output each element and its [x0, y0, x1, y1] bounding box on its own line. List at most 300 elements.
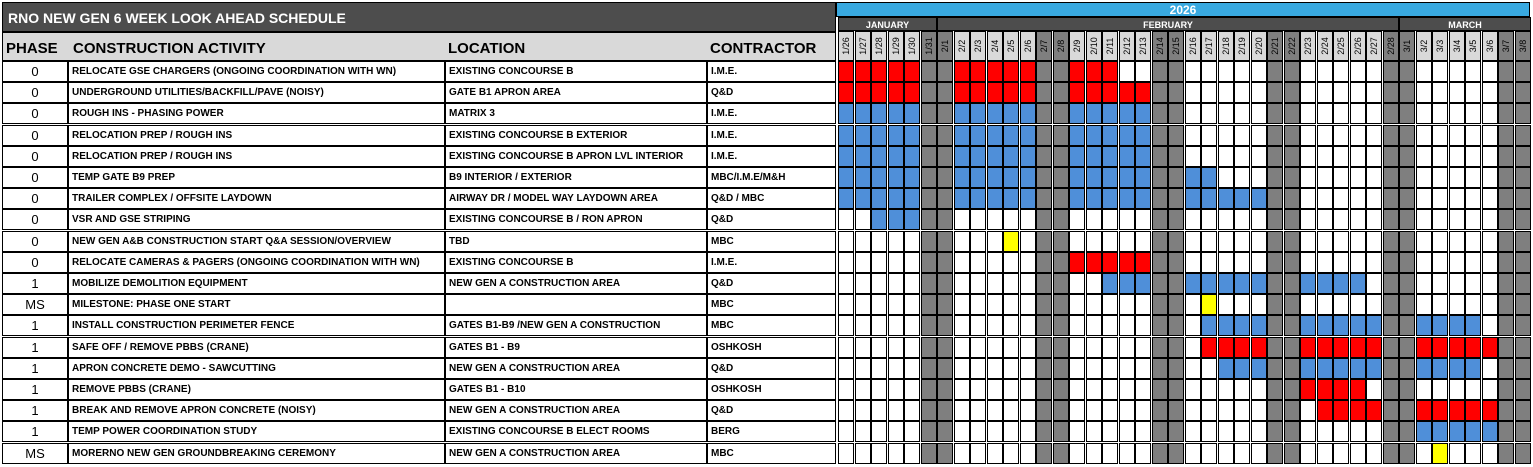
noisy-work-cell[interactable]: [1317, 337, 1333, 358]
schedule-cell[interactable]: [904, 400, 920, 421]
schedule-cell[interactable]: [987, 379, 1003, 400]
noisy-work-cell[interactable]: [1069, 252, 1085, 273]
weekend-cell[interactable]: [1053, 315, 1069, 336]
schedule-cell[interactable]: [871, 231, 887, 252]
schedule-cell[interactable]: [871, 443, 887, 464]
noisy-work-cell[interactable]: [1482, 400, 1498, 421]
date-header[interactable]: [1399, 31, 1415, 61]
date-header[interactable]: [954, 31, 970, 61]
schedule-cell[interactable]: [1185, 400, 1201, 421]
schedule-cell[interactable]: [1449, 125, 1465, 146]
schedule-cell[interactable]: [970, 231, 986, 252]
work-cell[interactable]: [1218, 358, 1234, 379]
weekend-cell[interactable]: [1152, 443, 1168, 464]
schedule-cell[interactable]: [1201, 421, 1217, 442]
schedule-cell[interactable]: [1333, 61, 1349, 82]
noisy-work-cell[interactable]: [1003, 61, 1019, 82]
date-header[interactable]: [1003, 31, 1019, 61]
schedule-cell[interactable]: [1069, 379, 1085, 400]
date-header[interactable]: [1069, 31, 1085, 61]
schedule-cell[interactable]: [1432, 82, 1448, 103]
schedule-cell[interactable]: [1317, 82, 1333, 103]
schedule-cell[interactable]: [1432, 125, 1448, 146]
weekend-cell[interactable]: [1399, 188, 1415, 209]
weekend-cell[interactable]: [1053, 294, 1069, 315]
weekend-cell[interactable]: [1053, 61, 1069, 82]
weekend-cell[interactable]: [921, 82, 937, 103]
schedule-cell[interactable]: [1333, 82, 1349, 103]
work-cell[interactable]: [871, 209, 887, 230]
schedule-cell[interactable]: [888, 231, 904, 252]
schedule-cell[interactable]: [1449, 146, 1465, 167]
schedule-cell[interactable]: [1465, 125, 1481, 146]
contractor-cell[interactable]: OSHKOSH: [707, 337, 836, 358]
schedule-cell[interactable]: [1449, 379, 1465, 400]
noisy-work-cell[interactable]: [1069, 61, 1085, 82]
schedule-cell[interactable]: [1185, 294, 1201, 315]
activity-cell[interactable]: RELOCATION PREP / ROUGH INS: [68, 146, 445, 167]
work-cell[interactable]: [904, 146, 920, 167]
schedule-cell[interactable]: [1218, 294, 1234, 315]
schedule-cell[interactable]: [838, 337, 854, 358]
schedule-cell[interactable]: [1317, 421, 1333, 442]
schedule-cell[interactable]: [1416, 167, 1432, 188]
schedule-cell[interactable]: [1135, 315, 1151, 336]
weekend-cell[interactable]: [1498, 61, 1514, 82]
schedule-cell[interactable]: [838, 294, 854, 315]
schedule-cell[interactable]: [987, 252, 1003, 273]
work-cell[interactable]: [1317, 358, 1333, 379]
schedule-cell[interactable]: [1465, 82, 1481, 103]
schedule-cell[interactable]: [1350, 103, 1366, 124]
schedule-cell[interactable]: [855, 294, 871, 315]
weekend-cell[interactable]: [1383, 273, 1399, 294]
weekend-cell[interactable]: [1498, 443, 1514, 464]
work-cell[interactable]: [1135, 188, 1151, 209]
contractor-cell[interactable]: I.M.E.: [707, 146, 836, 167]
schedule-cell[interactable]: [871, 252, 887, 273]
schedule-cell[interactable]: [904, 315, 920, 336]
schedule-cell[interactable]: [1465, 188, 1481, 209]
noisy-work-cell[interactable]: [1350, 400, 1366, 421]
schedule-cell[interactable]: [1465, 167, 1481, 188]
date-header[interactable]: [1416, 31, 1432, 61]
work-cell[interactable]: [855, 167, 871, 188]
work-cell[interactable]: [1300, 273, 1316, 294]
weekend-cell[interactable]: [1036, 146, 1052, 167]
weekend-cell[interactable]: [1383, 188, 1399, 209]
activity-cell[interactable]: RELOCATION PREP / ROUGH INS: [68, 125, 445, 146]
work-cell[interactable]: [1416, 358, 1432, 379]
noisy-work-cell[interactable]: [1366, 400, 1382, 421]
milestone-cell[interactable]: [1201, 294, 1217, 315]
schedule-cell[interactable]: [855, 400, 871, 421]
weekend-cell[interactable]: [1267, 167, 1283, 188]
noisy-work-cell[interactable]: [1102, 61, 1118, 82]
schedule-cell[interactable]: [1251, 379, 1267, 400]
weekend-cell[interactable]: [1053, 337, 1069, 358]
weekend-cell[interactable]: [1383, 358, 1399, 379]
weekend-cell[interactable]: [1168, 61, 1184, 82]
work-cell[interactable]: [888, 125, 904, 146]
schedule-cell[interactable]: [1234, 400, 1250, 421]
schedule-cell[interactable]: [1449, 188, 1465, 209]
weekend-cell[interactable]: [921, 252, 937, 273]
schedule-cell[interactable]: [1350, 252, 1366, 273]
schedule-cell[interactable]: [1482, 379, 1498, 400]
schedule-cell[interactable]: [1201, 82, 1217, 103]
weekend-cell[interactable]: [1399, 379, 1415, 400]
work-cell[interactable]: [1333, 358, 1349, 379]
activity-cell[interactable]: TEMP GATE B9 PREP: [68, 167, 445, 188]
schedule-cell[interactable]: [1135, 231, 1151, 252]
weekend-cell[interactable]: [1284, 188, 1300, 209]
work-cell[interactable]: [1086, 103, 1102, 124]
schedule-cell[interactable]: [1482, 188, 1498, 209]
weekend-cell[interactable]: [1399, 125, 1415, 146]
weekend-cell[interactable]: [1383, 252, 1399, 273]
weekend-cell[interactable]: [1053, 103, 1069, 124]
work-cell[interactable]: [1086, 125, 1102, 146]
weekend-cell[interactable]: [1515, 188, 1531, 209]
work-cell[interactable]: [1069, 146, 1085, 167]
weekend-cell[interactable]: [1383, 125, 1399, 146]
schedule-cell[interactable]: [970, 209, 986, 230]
schedule-cell[interactable]: [1482, 103, 1498, 124]
schedule-cell[interactable]: [1218, 400, 1234, 421]
weekend-cell[interactable]: [1267, 443, 1283, 464]
schedule-cell[interactable]: [1366, 252, 1382, 273]
weekend-cell[interactable]: [1498, 358, 1514, 379]
schedule-cell[interactable]: [1449, 231, 1465, 252]
weekend-cell[interactable]: [921, 379, 937, 400]
weekend-cell[interactable]: [921, 167, 937, 188]
date-header[interactable]: [937, 31, 953, 61]
schedule-cell[interactable]: [1482, 61, 1498, 82]
noisy-work-cell[interactable]: [1102, 252, 1118, 273]
schedule-cell[interactable]: [855, 209, 871, 230]
contractor-cell[interactable]: MBC: [707, 443, 836, 464]
weekend-cell[interactable]: [1168, 125, 1184, 146]
schedule-cell[interactable]: [1135, 294, 1151, 315]
schedule-cell[interactable]: [1432, 61, 1448, 82]
location-cell[interactable]: AIRWAY DR / MODEL WAY LAYDOWN AREA: [445, 188, 707, 209]
weekend-cell[interactable]: [1383, 379, 1399, 400]
schedule-cell[interactable]: [1234, 252, 1250, 273]
weekend-cell[interactable]: [1152, 103, 1168, 124]
schedule-cell[interactable]: [1185, 146, 1201, 167]
date-header[interactable]: [1482, 31, 1498, 61]
schedule-cell[interactable]: [1102, 421, 1118, 442]
schedule-cell[interactable]: [1218, 443, 1234, 464]
weekend-cell[interactable]: [1036, 315, 1052, 336]
schedule-cell[interactable]: [904, 252, 920, 273]
weekend-cell[interactable]: [1036, 379, 1052, 400]
schedule-cell[interactable]: [1251, 294, 1267, 315]
schedule-cell[interactable]: [1251, 443, 1267, 464]
weekend-cell[interactable]: [1152, 421, 1168, 442]
work-cell[interactable]: [1020, 103, 1036, 124]
phase-cell[interactable]: 1: [2, 400, 68, 421]
weekend-cell[interactable]: [1399, 61, 1415, 82]
weekend-cell[interactable]: [1399, 103, 1415, 124]
weekend-cell[interactable]: [1498, 337, 1514, 358]
weekend-cell[interactable]: [1168, 82, 1184, 103]
noisy-work-cell[interactable]: [1020, 82, 1036, 103]
schedule-cell[interactable]: [1086, 315, 1102, 336]
weekend-cell[interactable]: [1284, 82, 1300, 103]
noisy-work-cell[interactable]: [970, 82, 986, 103]
schedule-cell[interactable]: [1317, 125, 1333, 146]
noisy-work-cell[interactable]: [1333, 337, 1349, 358]
schedule-cell[interactable]: [987, 421, 1003, 442]
activity-cell[interactable]: RELOCATE GSE CHARGERS (ONGOING COORDINATION WITH WN): [68, 61, 445, 82]
contractor-header[interactable]: CONTRACTOR: [710, 40, 817, 57]
schedule-cell[interactable]: [1102, 358, 1118, 379]
work-cell[interactable]: [1020, 188, 1036, 209]
weekend-cell[interactable]: [1168, 252, 1184, 273]
schedule-cell[interactable]: [1366, 379, 1382, 400]
schedule-cell[interactable]: [1251, 231, 1267, 252]
schedule-cell[interactable]: [1317, 167, 1333, 188]
schedule-cell[interactable]: [871, 273, 887, 294]
activity-cell[interactable]: BREAK AND REMOVE APRON CONCRETE (NOISY): [68, 400, 445, 421]
schedule-cell[interactable]: [1020, 421, 1036, 442]
noisy-work-cell[interactable]: [904, 61, 920, 82]
weekend-cell[interactable]: [1399, 167, 1415, 188]
schedule-cell[interactable]: [1086, 421, 1102, 442]
schedule-cell[interactable]: [855, 252, 871, 273]
weekend-cell[interactable]: [1036, 400, 1052, 421]
schedule-cell[interactable]: [1102, 294, 1118, 315]
date-header[interactable]: [838, 31, 854, 61]
schedule-cell[interactable]: [1086, 358, 1102, 379]
weekend-cell[interactable]: [1498, 146, 1514, 167]
work-cell[interactable]: [1102, 103, 1118, 124]
work-cell[interactable]: [1119, 146, 1135, 167]
weekend-cell[interactable]: [1053, 252, 1069, 273]
schedule-cell[interactable]: [838, 252, 854, 273]
activity-cell[interactable]: TEMP POWER COORDINATION STUDY: [68, 421, 445, 442]
weekend-cell[interactable]: [1498, 379, 1514, 400]
work-cell[interactable]: [970, 125, 986, 146]
schedule-cell[interactable]: [838, 231, 854, 252]
weekend-cell[interactable]: [1053, 358, 1069, 379]
schedule-cell[interactable]: [1350, 294, 1366, 315]
contractor-cell[interactable]: Q&D: [707, 400, 836, 421]
phase-header[interactable]: PHASE: [6, 40, 58, 57]
schedule-cell[interactable]: [1020, 294, 1036, 315]
schedule-cell[interactable]: [1333, 231, 1349, 252]
schedule-cell[interactable]: [1465, 209, 1481, 230]
date-header[interactable]: [1300, 31, 1316, 61]
weekend-cell[interactable]: [1399, 400, 1415, 421]
work-cell[interactable]: [1317, 273, 1333, 294]
weekend-cell[interactable]: [1515, 231, 1531, 252]
weekend-cell[interactable]: [1515, 209, 1531, 230]
weekend-cell[interactable]: [1036, 82, 1052, 103]
schedule-cell[interactable]: [970, 379, 986, 400]
schedule-cell[interactable]: [1317, 294, 1333, 315]
weekend-cell[interactable]: [1036, 231, 1052, 252]
schedule-cell[interactable]: [987, 400, 1003, 421]
schedule-cell[interactable]: [1350, 209, 1366, 230]
weekend-cell[interactable]: [937, 294, 953, 315]
noisy-work-cell[interactable]: [1135, 82, 1151, 103]
schedule-cell[interactable]: [1218, 167, 1234, 188]
work-cell[interactable]: [1234, 358, 1250, 379]
schedule-cell[interactable]: [1465, 103, 1481, 124]
schedule-cell[interactable]: [1465, 61, 1481, 82]
weekend-cell[interactable]: [1284, 61, 1300, 82]
schedule-cell[interactable]: [1218, 379, 1234, 400]
work-cell[interactable]: [855, 103, 871, 124]
date-header[interactable]: [1168, 31, 1184, 61]
noisy-work-cell[interactable]: [1333, 400, 1349, 421]
schedule-cell[interactable]: [987, 273, 1003, 294]
date-header[interactable]: [970, 31, 986, 61]
schedule-cell[interactable]: [1218, 252, 1234, 273]
weekend-cell[interactable]: [1053, 379, 1069, 400]
weekend-cell[interactable]: [1267, 294, 1283, 315]
work-cell[interactable]: [871, 167, 887, 188]
schedule-cell[interactable]: [1416, 125, 1432, 146]
schedule-cell[interactable]: [1234, 167, 1250, 188]
schedule-cell[interactable]: [1218, 209, 1234, 230]
schedule-cell[interactable]: [1350, 146, 1366, 167]
schedule-cell[interactable]: [1350, 61, 1366, 82]
activity-cell[interactable]: REMOVE PBBS (CRANE): [68, 379, 445, 400]
location-cell[interactable]: GATES B1 - B10: [445, 379, 707, 400]
schedule-cell[interactable]: [954, 400, 970, 421]
weekend-cell[interactable]: [1267, 337, 1283, 358]
work-cell[interactable]: [1119, 167, 1135, 188]
schedule-cell[interactable]: [1234, 103, 1250, 124]
schedule-cell[interactable]: [1449, 167, 1465, 188]
schedule-cell[interactable]: [1366, 231, 1382, 252]
schedule-cell[interactable]: [954, 358, 970, 379]
weekend-cell[interactable]: [1284, 231, 1300, 252]
weekend-cell[interactable]: [1399, 252, 1415, 273]
work-cell[interactable]: [970, 146, 986, 167]
schedule-cell[interactable]: [1234, 443, 1250, 464]
schedule-cell[interactable]: [838, 209, 854, 230]
schedule-cell[interactable]: [1135, 61, 1151, 82]
weekend-cell[interactable]: [1152, 315, 1168, 336]
work-cell[interactable]: [1201, 167, 1217, 188]
schedule-cell[interactable]: [987, 294, 1003, 315]
noisy-work-cell[interactable]: [1135, 252, 1151, 273]
schedule-cell[interactable]: [1119, 379, 1135, 400]
weekend-cell[interactable]: [1284, 252, 1300, 273]
weekend-cell[interactable]: [1036, 252, 1052, 273]
work-cell[interactable]: [1102, 273, 1118, 294]
noisy-work-cell[interactable]: [904, 82, 920, 103]
weekend-cell[interactable]: [1399, 421, 1415, 442]
schedule-cell[interactable]: [888, 252, 904, 273]
schedule-cell[interactable]: [1201, 358, 1217, 379]
date-header[interactable]: [888, 31, 904, 61]
schedule-cell[interactable]: [1251, 400, 1267, 421]
schedule-cell[interactable]: [838, 443, 854, 464]
schedule-cell[interactable]: [1069, 294, 1085, 315]
weekend-cell[interactable]: [1498, 103, 1514, 124]
schedule-cell[interactable]: [888, 315, 904, 336]
contractor-cell[interactable]: Q&D / MBC: [707, 188, 836, 209]
work-cell[interactable]: [1416, 421, 1432, 442]
weekend-cell[interactable]: [937, 273, 953, 294]
phase-cell[interactable]: 0: [2, 167, 68, 188]
work-cell[interactable]: [987, 188, 1003, 209]
work-cell[interactable]: [871, 146, 887, 167]
work-cell[interactable]: [1201, 315, 1217, 336]
schedule-cell[interactable]: [1482, 273, 1498, 294]
work-cell[interactable]: [1449, 315, 1465, 336]
schedule-cell[interactable]: [855, 358, 871, 379]
schedule-cell[interactable]: [1135, 337, 1151, 358]
schedule-cell[interactable]: [1003, 337, 1019, 358]
work-cell[interactable]: [1465, 358, 1481, 379]
weekend-cell[interactable]: [921, 125, 937, 146]
noisy-work-cell[interactable]: [888, 61, 904, 82]
work-cell[interactable]: [1003, 125, 1019, 146]
schedule-cell[interactable]: [855, 379, 871, 400]
schedule-cell[interactable]: [1251, 421, 1267, 442]
work-cell[interactable]: [1003, 103, 1019, 124]
weekend-cell[interactable]: [1383, 315, 1399, 336]
schedule-cell[interactable]: [1482, 443, 1498, 464]
schedule-cell[interactable]: [1069, 421, 1085, 442]
work-cell[interactable]: [1350, 358, 1366, 379]
work-cell[interactable]: [954, 167, 970, 188]
work-cell[interactable]: [1135, 273, 1151, 294]
weekend-cell[interactable]: [1036, 167, 1052, 188]
schedule-cell[interactable]: [954, 337, 970, 358]
work-cell[interactable]: [987, 125, 1003, 146]
work-cell[interactable]: [1300, 315, 1316, 336]
schedule-cell[interactable]: [1020, 358, 1036, 379]
date-header[interactable]: [1234, 31, 1250, 61]
work-cell[interactable]: [888, 146, 904, 167]
schedule-cell[interactable]: [1003, 358, 1019, 379]
weekend-cell[interactable]: [1515, 252, 1531, 273]
schedule-cell[interactable]: [1465, 379, 1481, 400]
schedule-cell[interactable]: [1317, 146, 1333, 167]
schedule-cell[interactable]: [1234, 125, 1250, 146]
schedule-cell[interactable]: [1020, 231, 1036, 252]
schedule-cell[interactable]: [871, 337, 887, 358]
contractor-cell[interactable]: MBC: [707, 315, 836, 336]
schedule-cell[interactable]: [1201, 231, 1217, 252]
work-cell[interactable]: [1234, 315, 1250, 336]
schedule-cell[interactable]: [1432, 103, 1448, 124]
noisy-work-cell[interactable]: [838, 82, 854, 103]
schedule-cell[interactable]: [1449, 61, 1465, 82]
work-cell[interactable]: [855, 188, 871, 209]
weekend-cell[interactable]: [1399, 294, 1415, 315]
schedule-cell[interactable]: [1317, 252, 1333, 273]
schedule-cell[interactable]: [1317, 231, 1333, 252]
schedule-cell[interactable]: [1251, 125, 1267, 146]
schedule-cell[interactable]: [1201, 443, 1217, 464]
weekend-cell[interactable]: [1152, 358, 1168, 379]
work-cell[interactable]: [987, 103, 1003, 124]
weekend-cell[interactable]: [1284, 337, 1300, 358]
schedule-cell[interactable]: [1086, 443, 1102, 464]
schedule-cell[interactable]: [1350, 82, 1366, 103]
weekend-cell[interactable]: [1053, 167, 1069, 188]
schedule-cell[interactable]: [1317, 209, 1333, 230]
